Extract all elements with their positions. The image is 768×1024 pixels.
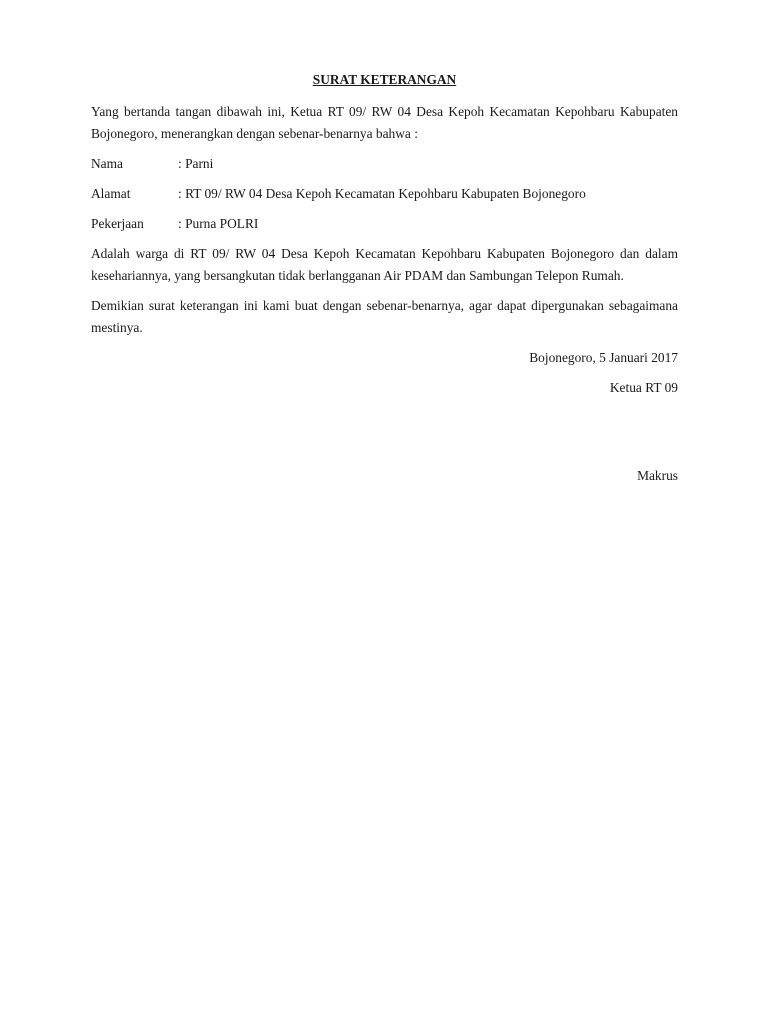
field-nama: [91, 153, 678, 175]
letter-page: [91, 71, 678, 487]
field-value: : RT 09/ RW 04 Desa Kepoh Kecamatan Kepohbaru Kabupaten Bojonegoro: [178, 186, 586, 201]
field-label: Alamat: [91, 186, 131, 201]
body-paragraph: Adalah warga di RT 09/ RW 04 Desa Kepoh Kecamatan Kepohbaru Kabupaten Bojonegoro dan dalam kesehariannya, yang bersangkutan tidak berlangganan Air PDAM dan Sambungan Telepon Rumah.: [91, 246, 678, 283]
field-value: : Purna POLRI: [178, 216, 259, 231]
field-pekerjaan: [91, 213, 678, 235]
signer-title: Ketua RT 09: [609, 380, 678, 395]
field-alamat: [91, 183, 678, 205]
closing-paragraph: Demikian surat keterangan ini kami buat dengan sebenar-benarnya, agar dapat dipergunakan sebagaimana mestinya.: [91, 298, 678, 335]
field-label: Nama: [91, 156, 123, 171]
intro-paragraph: Yang bertanda tangan dibawah ini, Ketua RT 09/ RW 04 Desa Kepoh Kecamatan Kepohbaru Kabupaten Bojonegoro, menerangkan dengan sebenar-benarnya bahwa :: [91, 104, 678, 141]
field-value: : Parni: [178, 156, 214, 171]
letter-title: SURAT KETERANGAN: [312, 72, 457, 87]
signer-name: Makrus: [637, 468, 678, 483]
place-date: Bojonegoro, 5 Januari 2017: [529, 350, 678, 365]
field-label: Pekerjaan: [91, 216, 144, 231]
